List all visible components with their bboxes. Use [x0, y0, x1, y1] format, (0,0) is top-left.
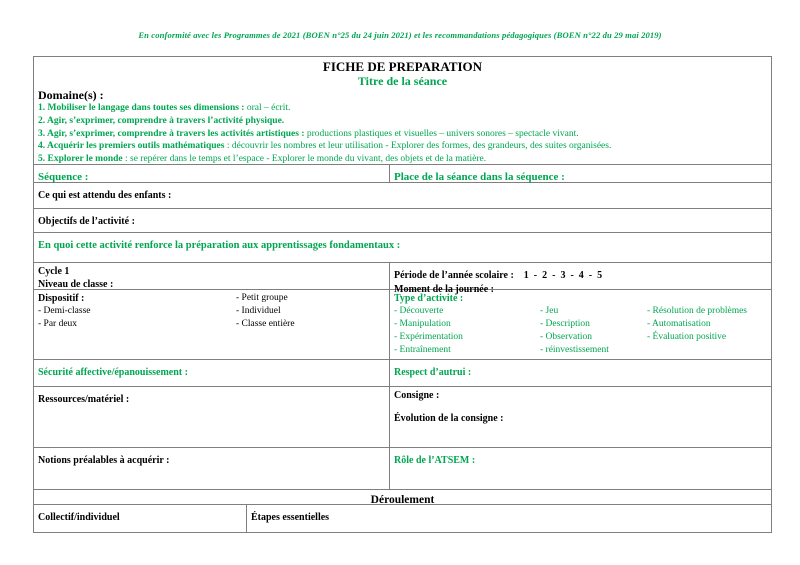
- domains-label: Domaine(s) :: [38, 88, 104, 102]
- dispositif-column-2: [236, 292, 295, 331]
- collectif-cell: [34, 505, 246, 532]
- ressources-label: Ressources/matériel :: [38, 394, 130, 405]
- etapes-label: Étapes essentielles: [251, 512, 330, 523]
- collectif-label: Collectif/individuel: [38, 512, 120, 523]
- sequence-cell: [34, 165, 389, 182]
- type-option: - Description: [540, 319, 590, 329]
- sequence-row: [34, 164, 771, 182]
- cycle-cell: [34, 263, 389, 289]
- type-column-2: [540, 305, 609, 357]
- periode-cell: [389, 263, 771, 295]
- niveau-label: Niveau de classe :: [38, 279, 114, 290]
- deroulement-row: [34, 489, 771, 504]
- preparation-sheet-table: [33, 56, 772, 533]
- type-option: - Entraînement: [394, 345, 451, 355]
- sequence-label: Séquence :: [38, 171, 89, 183]
- type-option: - Découverte: [394, 306, 444, 316]
- respect-cell: [389, 360, 771, 386]
- dispositif-cell: [34, 290, 389, 359]
- domain-item-5: 5. Explorer le monde : se repérer dans le temps et l’espace - Explorer le monde du vivant, des objets et de la matière.: [38, 154, 487, 165]
- type-activite-cell: [389, 290, 771, 359]
- place-seance-label: Place de la séance dans la séquence :: [394, 171, 565, 183]
- type-column-3: [647, 305, 747, 344]
- header-row: [34, 57, 771, 164]
- type-option: - Résolution de problèmes: [647, 306, 747, 316]
- dispositif-column-1: [38, 292, 91, 331]
- type-option: - Expérimentation: [394, 332, 463, 342]
- conformity-banner: En conformité avec les Programmes de 2021 (BOEN n°25 du 24 juin 2021) et les recommandations pédagogiques (BOEN n°22 du 29 mai 2019): [138, 30, 662, 40]
- type-option: - Jeu: [540, 306, 559, 316]
- cycle-label: Cycle 1: [38, 266, 70, 277]
- respect-label: Respect d’autrui :: [394, 367, 472, 378]
- deroulement-title: Déroulement: [370, 494, 435, 506]
- attendu-label: Ce qui est attendu des enfants :: [38, 190, 172, 201]
- etapes-cell: [246, 505, 771, 532]
- cycle-periode-row: [34, 262, 771, 295]
- renforce-label: En quoi cette activité renforce la préparation aux apprentissages fondamentaux :: [38, 240, 401, 251]
- moment-label: Moment de la journée :: [394, 284, 494, 295]
- securite-cell: [34, 360, 389, 386]
- securite-label: Sécurité affective/épanouissement :: [38, 367, 188, 378]
- domain-item-4: 4. Acquérir les premiers outils mathématiques : découvrir les nombres et leur utilisation - Explorer des formes, des grandeurs, des suites organisées.: [38, 141, 612, 152]
- ressources-consigne-row: [34, 386, 771, 447]
- consigne-label: Consigne :: [394, 390, 440, 401]
- type-option: - Manipulation: [394, 319, 451, 329]
- domain-item-3: 3. Agir, s’exprimer, comprendre à travers les activités artistiques : productions plastiques et visuelles – univers sonores – spectacle vivant.: [38, 128, 579, 139]
- ressources-cell: [34, 387, 389, 447]
- periode-line: [394, 265, 767, 283]
- seance-subtitle: Titre de la séance: [357, 74, 448, 88]
- securite-respect-row: [34, 359, 771, 386]
- notions-atsem-row: [34, 447, 771, 489]
- objectifs-row: [34, 208, 771, 232]
- type-option: - réinvestissement: [540, 345, 609, 355]
- evolution-consigne-label: Évolution de la consigne :: [394, 413, 504, 424]
- notions-cell: [34, 448, 389, 489]
- atsem-cell: [389, 448, 771, 489]
- notions-label: Notions préalables à acquérir :: [38, 455, 170, 466]
- dispositif-type-row: [34, 289, 771, 359]
- collectif-etapes-row: [34, 504, 771, 532]
- domain-item-2: 2. Agir, s’exprimer, comprendre à travers l’activité physique.: [38, 115, 285, 126]
- attendu-row: [34, 182, 771, 208]
- type-option: - Automatisation: [647, 319, 711, 329]
- type-option: - Observation: [540, 332, 592, 342]
- dispositif-label: Dispositif :: [38, 293, 85, 304]
- periode-label: Période de l’année scolaire :: [394, 270, 514, 281]
- renforce-row: [34, 232, 771, 262]
- page-title: FICHE DE PREPARATION: [322, 59, 483, 74]
- dispositif-option: - Individuel: [236, 306, 281, 316]
- dispositif-option: - Classe entière: [236, 319, 295, 329]
- dispositif-option: - Petit groupe: [236, 293, 288, 303]
- atsem-label: Rôle de l’ATSEM :: [394, 455, 476, 466]
- periode-values: 1 - 2 - 3 - 4 - 5: [523, 270, 603, 281]
- place-seance-cell: [389, 165, 771, 182]
- type-column-1: [394, 305, 463, 357]
- consigne-cell: [389, 387, 771, 447]
- type-activite-label: Type d’activité :: [394, 293, 464, 304]
- objectifs-label: Objectifs de l’activité :: [38, 216, 135, 227]
- type-option: - Évaluation positive: [647, 332, 727, 342]
- domain-item-1: 1. Mobiliser le langage dans toutes ses dimensions : oral – écrit.: [38, 103, 291, 113]
- dispositif-option: - Par deux: [38, 319, 78, 329]
- dispositif-option: - Demi-classe: [38, 306, 91, 316]
